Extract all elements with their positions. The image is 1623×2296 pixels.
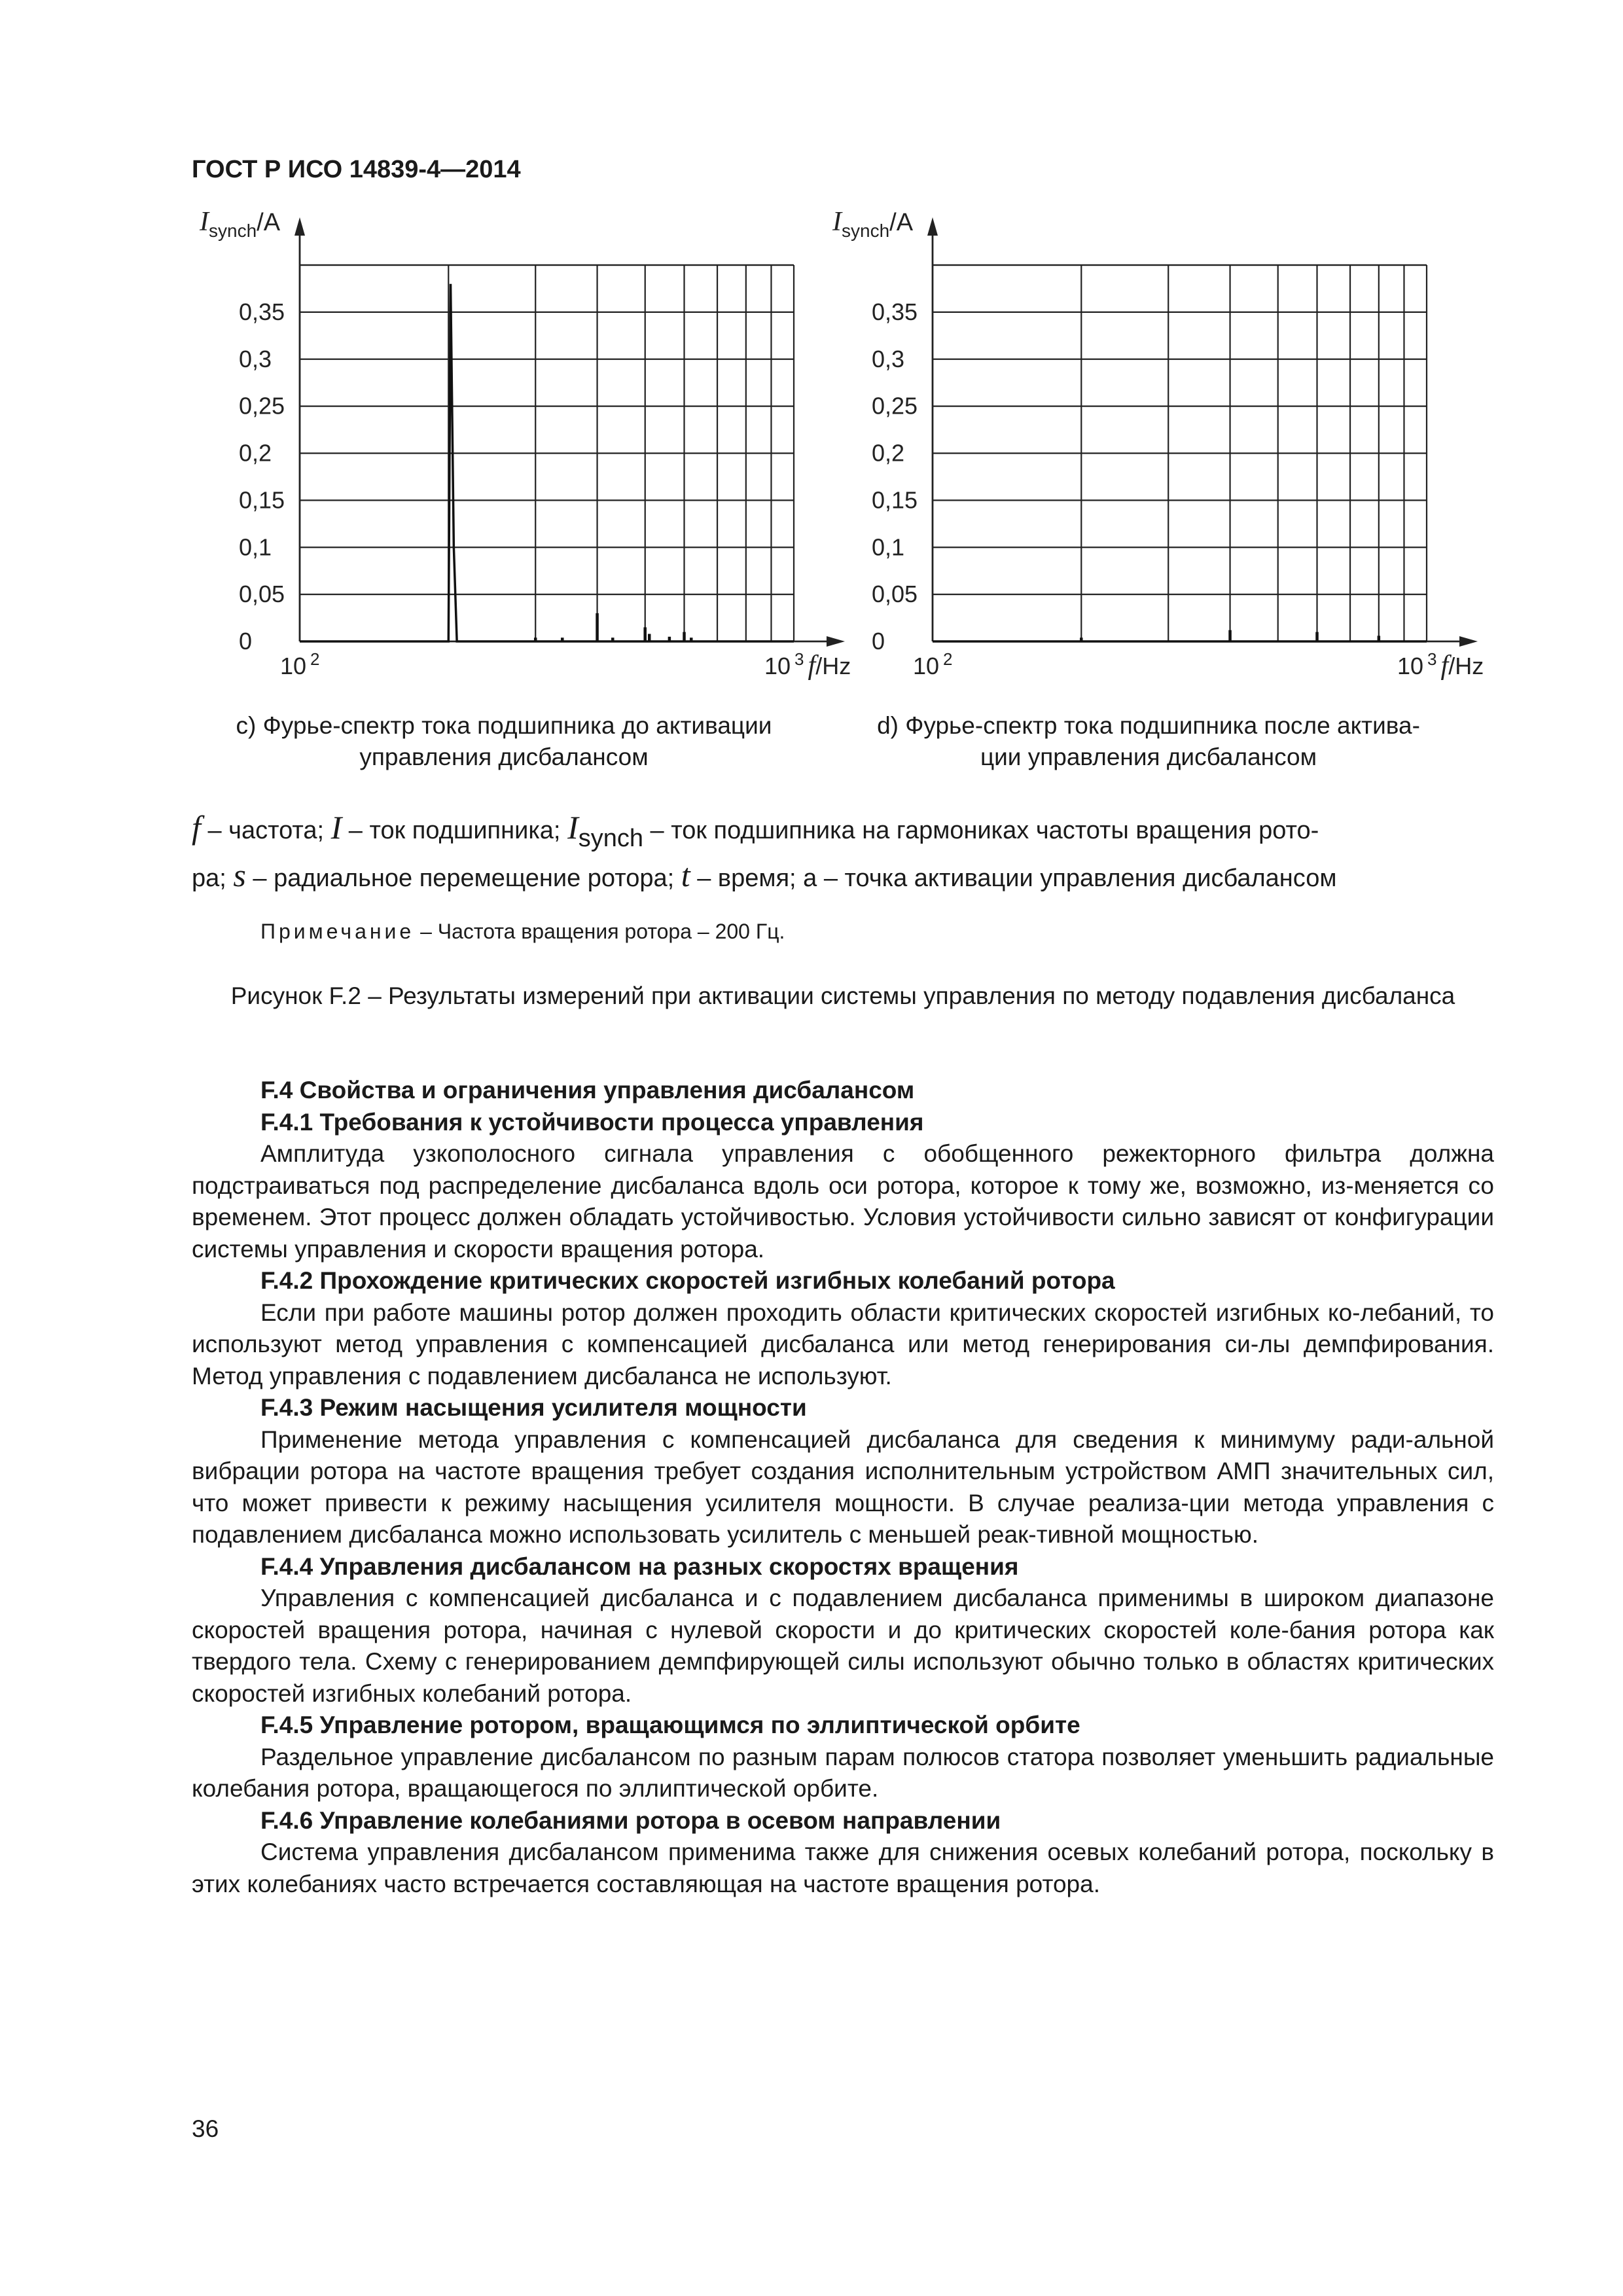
c-x-axis-unit: /Hz <box>815 653 851 679</box>
spectrum-chart-before <box>192 203 872 700</box>
spectrum-chart-c-svg <box>192 203 872 700</box>
c-ytick-label: 0,3 <box>239 345 272 372</box>
section-text-f46: Система управления дисбалансом применима также для снижения осевых колебаний ротора, поскольку в этих колебаниях часто встречается составляющая на частоте вращения ротора. <box>192 1839 1494 1897</box>
note-label: Примечание <box>260 920 415 943</box>
d-x-axis-arrow <box>1459 636 1478 647</box>
c-xtick-min-exp: 2 <box>310 649 320 669</box>
d-ytick-label: 0 <box>872 628 885 655</box>
legend-i-text: – ток подшипника; <box>342 817 568 844</box>
legend-t-symbol: t <box>681 857 690 893</box>
symbol-legend <box>192 805 1494 901</box>
section-heading-f46: F.4.6 Управление колебаниями ротора в осевом направлении <box>260 1806 1001 1834</box>
section-heading-f4: F.4 Свойства и ограничения управления дисбалансом <box>260 1077 915 1103</box>
d-y-axis-title-var: I <box>832 207 842 237</box>
legend-line-2 <box>192 853 1494 901</box>
section-text-f43: Применение метода управления с компенсацией дисбаланса для сведения к минимуму ради-альной вибрации ротора на частоте вращения требует создания исполнительным устройством АМП значительных сил, что может привести к режиму насыщения усилителя мощности. В случае реализа-ции метода управления с подавлением дисбаланса можно использовать усилитель с меньшей реак-тивной мощностью. <box>192 1426 1494 1548</box>
d-ytick-label: 0,3 <box>872 345 905 372</box>
legend-isynch-sub: synch <box>578 825 643 852</box>
d-xtick-min <box>913 649 953 679</box>
legend-isynch-symbol: I <box>567 809 579 846</box>
chart-d-caption-line1: d) Фурье-спектр тока подшипника после актива- <box>877 712 1420 739</box>
d-ytick-label: 0,25 <box>872 392 918 420</box>
chart-d-caption <box>821 710 1476 773</box>
d-xtick-min-exp: 2 <box>943 649 953 669</box>
d-ytick-label: 0,2 <box>872 439 905 467</box>
c-y-axis-title-unit: /A <box>257 209 281 236</box>
c-xtick-max-base: 10 <box>764 653 791 679</box>
d-xtick-max-base: 10 <box>1397 653 1424 679</box>
c-ytick-label: 0,05 <box>239 581 285 608</box>
section-heading-f44: F.4.4 Управления дисбалансом на разных скоростях вращения <box>260 1552 1019 1580</box>
document-header: ГОСТ Р ИСО 14839-4—2014 <box>192 156 521 183</box>
figure-caption: Рисунок F.2 – Результаты измерений при активации системы управления по методу подавления дисбаланса <box>230 982 1455 1009</box>
c-xtick-max-exp: 3 <box>794 649 804 669</box>
chart-c-caption-line1: c) Фурье-спектр тока подшипника до активации <box>236 712 772 739</box>
c-ytick-label: 0 <box>239 628 253 655</box>
legend-isynch-text: – ток подшипника на гармониках частоты вращения рото- <box>643 817 1319 844</box>
c-ytick-label: 0,15 <box>239 486 285 514</box>
section-text-f45: Раздельное управление дисбалансом по разным парам полюсов статора позволяет уменьшить радиальные колебания ротора, вращающегося по эллиптической орбите. <box>192 1743 1494 1802</box>
d-y-axis-arrow <box>927 217 938 236</box>
c-ytick-label: 0,1 <box>239 533 272 561</box>
c-ytick-label: 0,2 <box>239 439 272 467</box>
c-y-axis-title-var: I <box>200 207 209 237</box>
c-y-axis-arrow <box>294 217 305 236</box>
d-y-axis-title-sub: synch <box>842 221 890 241</box>
d-xtick-max <box>1397 649 1484 681</box>
chart-c-caption-line2: управления дисбалансом <box>359 744 649 770</box>
legend-f-symbol: f <box>192 809 201 846</box>
c-y-axis-title-sub: synch <box>209 221 257 241</box>
c-xtick-min-base: 10 <box>280 653 307 679</box>
page-number: 36 <box>192 2115 219 2142</box>
d-ytick-label: 0,15 <box>872 486 918 514</box>
note-text: – Частота вращения ротора – 200 Гц. <box>414 920 785 943</box>
d-y-axis-title <box>832 207 914 241</box>
chart-c-caption <box>177 710 831 773</box>
c-series-line <box>300 284 794 641</box>
section-heading-f41: F.4.1 Требования к устойчивости процесса управления <box>260 1108 924 1136</box>
section-heading-f45: F.4.5 Управление ротором, вращающимся по эллиптической орбите <box>260 1712 1080 1738</box>
spectrum-chart-after <box>825 203 1505 700</box>
legend-t-text: – время; a – точка активации управления дисбалансом <box>690 865 1337 892</box>
section-body <box>192 1075 1494 1900</box>
chart-d-caption-line2: ции управления дисбалансом <box>980 744 1317 770</box>
d-xtick-max-exp: 3 <box>1427 649 1437 669</box>
figure-note <box>260 920 785 944</box>
legend-i-symbol: I <box>330 809 342 846</box>
section-text-f42: Если при работе машины ротор должен проходить области критических скоростей изгибных ко-лебаний, то используют метод управления с компенсацией дисбаланса или метод генерирования си-лы демпфирования. Метод управления с подавлением дисбаланса не используют. <box>192 1299 1494 1390</box>
c-ytick-label: 0,35 <box>239 298 285 325</box>
c-ytick-label: 0,25 <box>239 392 285 420</box>
d-xtick-min-base: 10 <box>913 653 940 679</box>
legend-line2-start: ра; <box>192 865 234 892</box>
section-heading-f43: F.4.3 Режим насыщения усилителя мощности <box>260 1394 807 1421</box>
d-ytick-label: 0,35 <box>872 298 918 325</box>
section-text-f44: Управления с компенсацией дисбаланса и с подавлением дисбаланса применимы в широком диапазоне скоростей вращения ротора, начиная с нулевой скорости и до критических скоростей коле-бания ротора как твердого тела. Схему с генерированием демпфирующей силы используют обычно только в областях критических скоростей изгибных колебаний ротора. <box>192 1585 1494 1707</box>
d-x-axis-unit: /Hz <box>1448 653 1484 679</box>
legend-line-1 <box>192 805 1494 853</box>
spectrum-chart-d-svg <box>825 203 1505 700</box>
c-y-axis-title <box>199 207 281 241</box>
legend-s-text: – радиальное перемещение ротора; <box>245 865 681 892</box>
d-x-axis-var: f <box>1440 651 1449 681</box>
d-ytick-label: 0,05 <box>872 581 918 608</box>
section-text-f41: Амплитуда узкополосного сигнала управления с обобщенного режекторного фильтра должна подстраиваться под распределение дисбаланса вдоль оси ротора, которое к тому же, возможно, из-меняется со временем. Этот процесс должен обладать устойчивостью. Условия устойчивости сильно зависят от конфигурации системы управления и скорости вращения ротора. <box>192 1140 1494 1263</box>
d-y-axis-title-unit: /A <box>889 209 914 236</box>
c-xtick-min <box>280 649 320 679</box>
section-heading-f42: F.4.2 Прохождение критических скоростей изгибных колебаний ротора <box>260 1267 1115 1294</box>
c-x-axis-var: f <box>808 651 816 681</box>
legend-f-text: – частота; <box>200 817 331 844</box>
legend-s-symbol: s <box>233 857 246 893</box>
d-ytick-label: 0,1 <box>872 533 905 561</box>
